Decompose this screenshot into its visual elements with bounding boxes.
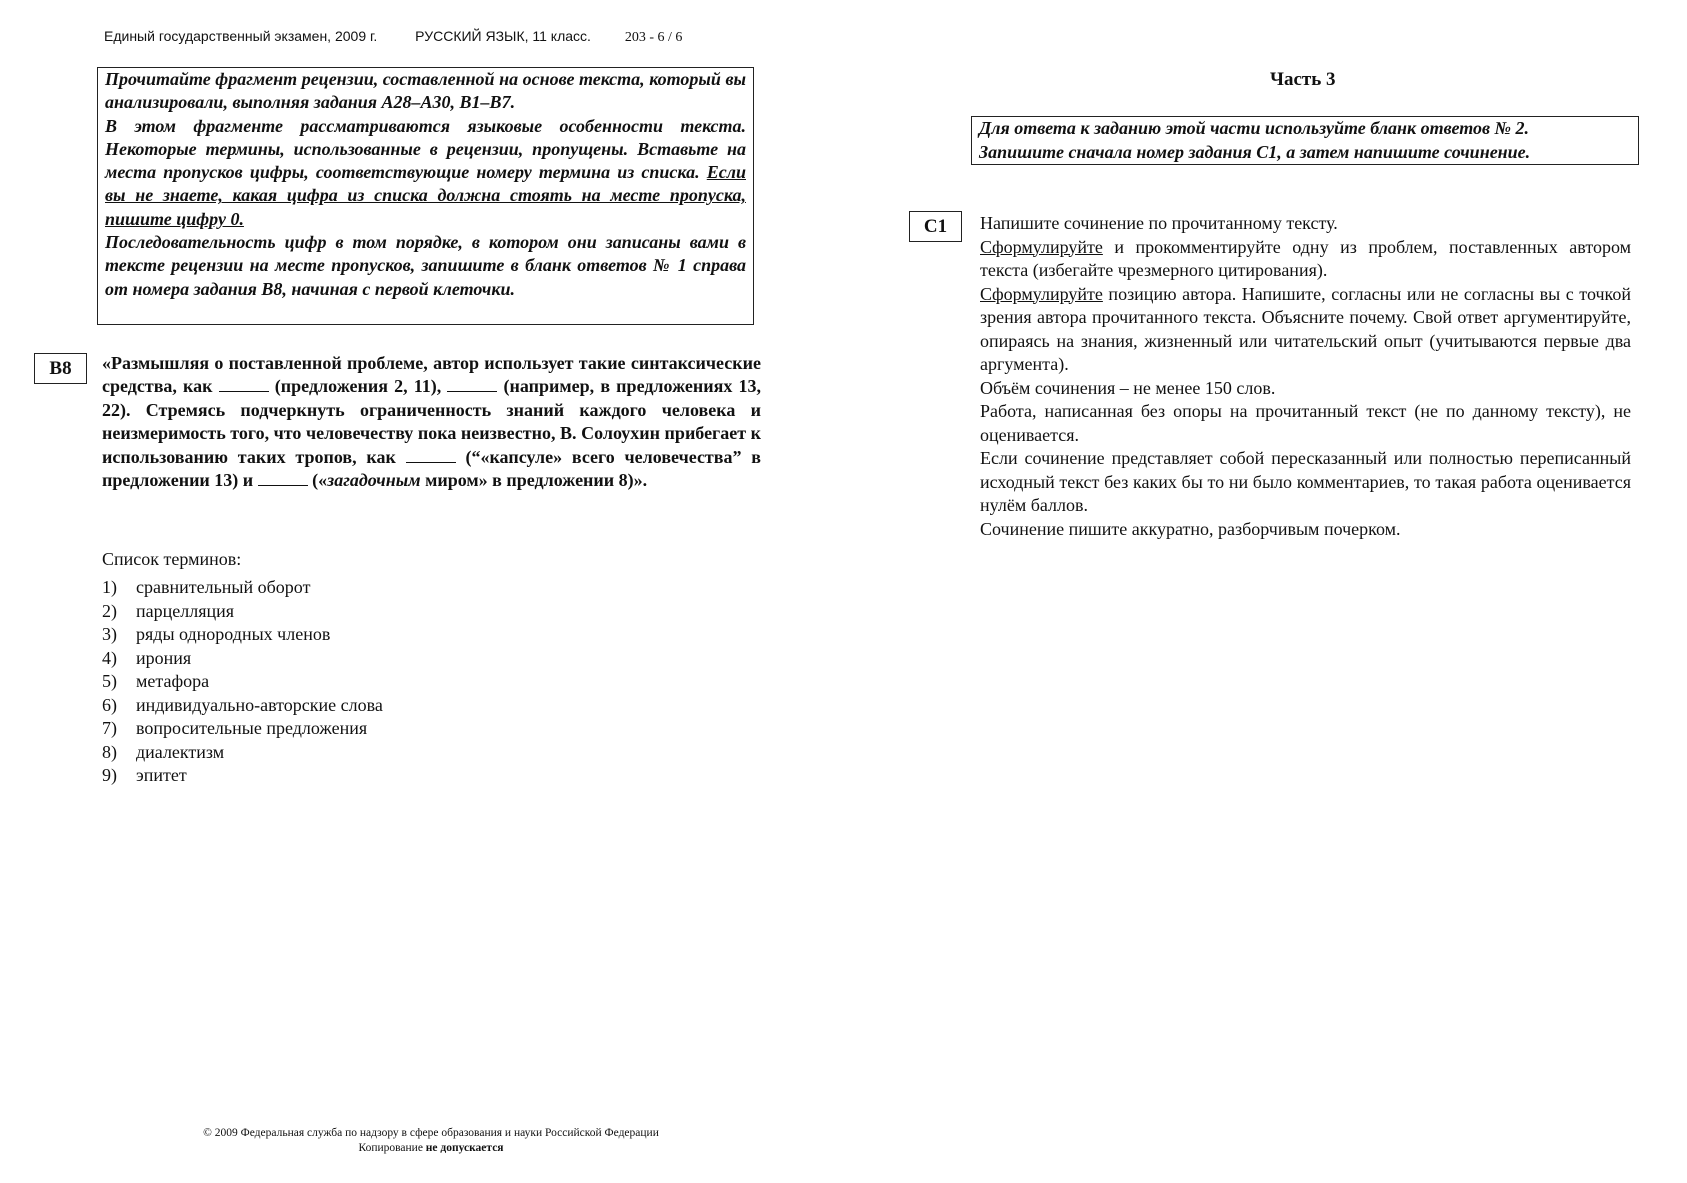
term-text: метафора [136,671,210,691]
instructions-box [97,67,754,325]
list-item [102,623,383,647]
task-b8-label: В8 [34,353,87,384]
term-text: сравнительный оборот [136,577,311,597]
b8-blank-4 [258,471,308,486]
term-text: парцелляция [136,600,235,621]
list-item [102,576,383,600]
list-item [102,717,383,741]
term-text: эпитет [136,765,187,785]
terms-list-label: Список терминов: [102,549,242,569]
b8-seg4: (“«капсуле» всего человечества” в предложении 13) и [102,446,762,491]
instructions-p2-underlined: Если вы не знаете, какая цифра из списка должна стоять на месте пропуска, пишите цифру 0. [105,162,746,229]
term-text: вопросительные предложения [136,718,368,738]
term-number: 3) [102,624,117,644]
list-item [102,670,383,694]
task-c1-label: С1 [909,211,962,242]
instructions-p3: Последовательность цифр в том порядке, в котором они записаны вами в тексте рецензии на месте пропусков, запишите в бланк ответов № 1 справа от номера задания В8, начиная с первой клеточки. [105,232,746,299]
terms-list [102,576,383,788]
list-item [102,647,383,671]
b8-seg7: миром» в предложении 8)». [420,470,648,491]
list-item [102,600,383,624]
term-number: 4) [102,647,117,668]
part3-title: Часть 3 [1270,69,1336,90]
b8-blank-2 [447,377,497,392]
c1-p2 [980,236,1631,283]
instructions-p2-text: В этом фрагменте рассматриваются языковые особенности текста. Некоторые термины, использованные в рецензии, пропущены. Вставьте на места пропусков цифры, соответствующие номеру термина из списка. [105,115,746,183]
page-header [104,28,682,46]
b8-seg3: (например, в предложениях 13, 22). Стремясь подчеркнуть ограниченность знаний каждого человека и неизмеримость того, что человечеству пока неизвестно, В. Солоухин прибегает к использованию таких тропов, как [102,376,761,467]
term-text: ирония [136,647,192,668]
instructions-p1: Прочитайте фрагмент рецензии, составленной на основе текста, который вы анализировали, выполняя задания А28–А30, В1–В7. [105,69,746,113]
c1-p2-underlined: Сформулируйте [980,236,1103,257]
term-number: 9) [102,765,117,785]
part3-box-line2: Запишите сначала номер задания С1, а затем напишите сочинение. [979,141,1531,162]
b8-blank-3 [406,448,456,463]
page-footer [166,1126,696,1156]
header-code: 203 - 6 / 6 [624,30,683,45]
footer-copy-a: Копирование [358,1142,426,1154]
list-item [102,764,383,788]
term-text: ряды однородных членов [136,624,331,644]
header-exam: Единый государственный экзамен, 2009 г. [104,28,378,44]
c1-p3-underlined: Сформулируйте [980,283,1103,304]
b8-seg2: (предложения 2, 11), [268,376,448,397]
list-item [102,741,383,765]
term-number: 8) [102,741,117,762]
c1-p3-text: позицию автора. Напишите, согласны или не согласны вы с точкой зрения автора прочитанного текста. Объясните почему. Свой ответ аргументируйте, опираясь на знания, жизненный или читательский опыт (учитываются первые два аргумента). [980,283,1631,374]
term-number: 5) [102,671,117,691]
c1-p6: Если сочинение представляет собой пересказанный или полностью переписанный исходный текст без каких бы то ни было комментариев, то такая работа оценивается нулём баллов. [980,448,1631,515]
task-b8-text [102,352,761,492]
term-text: диалектизм [136,741,225,762]
c1-p4: Объём сочинения – не менее 150 слов. [980,377,1276,398]
b8-seg6: загадочным [327,470,421,491]
footer-copy-b: не допускается [425,1142,504,1154]
term-number: 6) [102,694,117,715]
c1-p3 [980,283,1631,377]
task-c1-text [980,212,1631,541]
c1-p1: Напишите сочинение по прочитанному тексту. [980,213,1338,233]
term-number: 1) [102,577,117,597]
part3-instructions-box [971,116,1639,165]
term-number: 2) [102,600,117,621]
list-item [102,694,383,718]
b8-seg5: (« [307,470,328,491]
footer-copy-notice [166,1141,696,1156]
c1-p5: Работа, написанная без опоры на прочитанный текст (не по данному тексту), не оценивается. [980,401,1631,445]
b8-blank-1 [219,377,269,392]
header-subject: РУССКИЙ ЯЗЫК, 11 класс. [415,28,591,44]
c1-p2-text: и прокомментируйте одну из проблем, поставленных автором текста (избегайте чрезмерного цитирования). [980,236,1631,280]
footer-copyright: © 2009 Федеральная служба по надзору в сфере образования и науки Российской Федерации [203,1127,659,1139]
term-number: 7) [102,718,117,738]
part3-box-line1: Для ответа к заданию этой части используйте бланк ответов № 2. [979,118,1529,138]
term-text: индивидуально-авторские слова [136,694,383,715]
b8-seg1: «Размышляя о поставленной проблеме, автор использует такие синтаксические средства, как [102,353,761,397]
instructions-p2 [105,115,746,231]
c1-p7: Сочинение пишите аккуратно, разборчивым почерком. [980,518,1401,539]
